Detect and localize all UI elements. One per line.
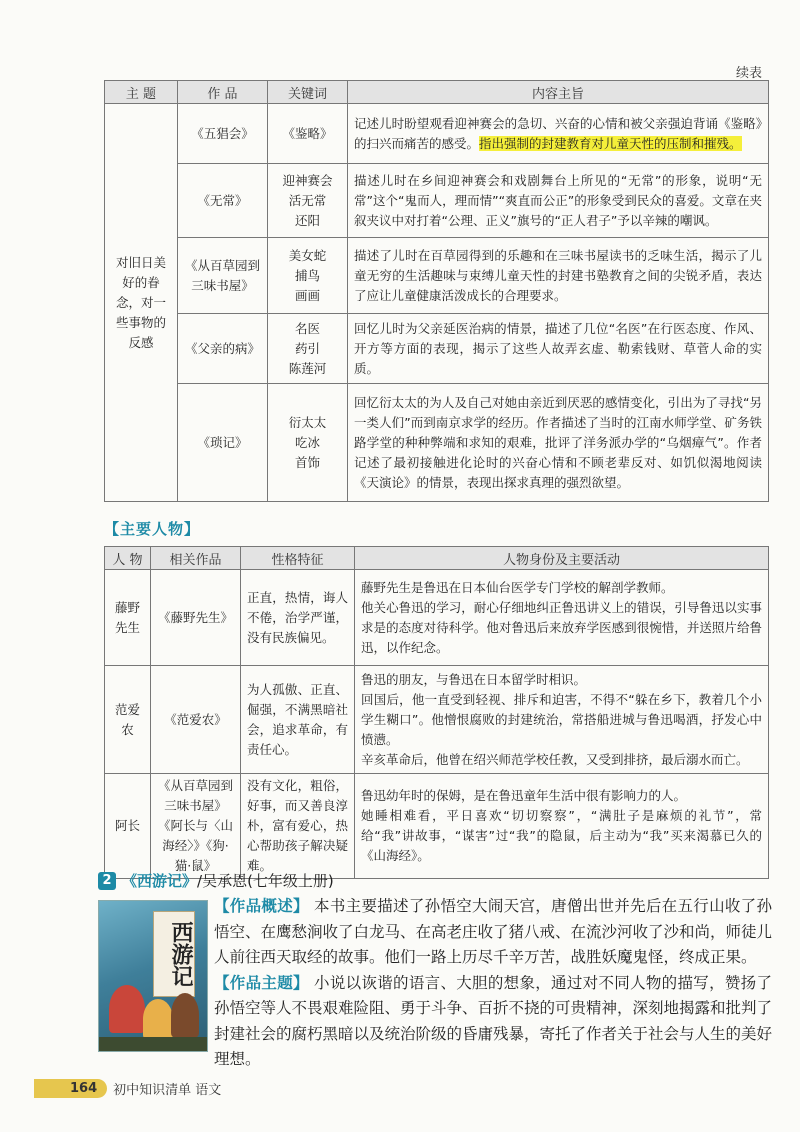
- col-header-traits: 性格特征: [241, 547, 355, 570]
- character-name: 阿长: [105, 774, 151, 879]
- col-header-related-work: 相关作品: [151, 547, 241, 570]
- characters-table: [104, 546, 769, 879]
- keywords-cell: [268, 314, 348, 384]
- related-work: 《藤野先生》: [151, 570, 241, 666]
- traits: 正直，热情，诲人不倦，治学严谨，没有民族偏见。: [241, 570, 355, 666]
- work-cell: 《五猖会》: [178, 104, 268, 164]
- book-number-badge: 2: [98, 872, 116, 890]
- activity-line: 回国后，他一直受到轻视、排斥和迫害，不得不“躲在乡下，教着几个小学生糊口”。他憎恨腐败的封建统治，常搭船进城与鲁迅喝酒，抒发心中愤懑。: [361, 691, 762, 747]
- table-row: [105, 570, 769, 666]
- character-name: 范爱农: [105, 666, 151, 774]
- activity-line: 辛亥革命后，他曾在绍兴师范学校任教，又受到排挤，最后溺水而亡。: [361, 751, 749, 767]
- table-row: [105, 164, 769, 238]
- col-header-activities: 人物身份及主要活动: [355, 547, 769, 570]
- cover-figure: [171, 993, 199, 1037]
- keyword: 名医: [294, 320, 320, 336]
- work-cell: 《琐记》: [178, 384, 268, 502]
- traits: 没有文化，粗俗，好事，而又善良淳朴，富有爱心，热心帮助孩子解决疑难。: [241, 774, 355, 879]
- book-summary: [214, 894, 772, 1073]
- related-work: 《范爱农》: [151, 666, 241, 774]
- works-table: [104, 80, 769, 502]
- work-cell: 《从百草园到三味书屋》: [178, 238, 268, 314]
- content-cell: 回忆衍太太的为人及自己对她由亲近到厌恶的感情变化，引出为了寻找“另一类人们”而到南京求学的经历。作者描述了当时的江南水师学堂、矿务铁路学堂的种种弊端和求知的艰难，批评了洋务派办学的“乌烟瘴气”。作者记述了最初接触进化论时的兴奋心情和不顾老辈反对、如饥似渴地阅读《天演论》的情景，表现出探求真理的强烈欲望。: [348, 384, 769, 502]
- keyword: 捕鸟: [294, 267, 320, 283]
- character-name: 藤野先生: [105, 570, 151, 666]
- cover-ground: [99, 1037, 207, 1051]
- highlighted-text: 指出强制的封建教育对儿童天性的压制和摧残。: [479, 135, 742, 151]
- content-cell: 描述儿时在乡间迎神赛会和戏剧舞台上所见的“无常”的形象，说明“无常”这个“鬼而人，理而情”“爽直而公正”的形象受到民众的喜爱。文章在夹叙夹议中对打着“公理、正义”旗号的“正人君子”予以辛辣的嘲讽。: [348, 164, 769, 238]
- book-cover-image: [98, 900, 208, 1052]
- table-row: [105, 666, 769, 774]
- activity-line: 她睡相难看，平日喜欢“切切察察”，“满肚子是麻烦的礼节”，常给“我”讲故事，“谋害”过“我”的隐鼠，后主动为“我”买来渴慕已久的《山海经》。: [361, 808, 762, 863]
- activities: [355, 570, 769, 666]
- table-row: [105, 384, 769, 502]
- traits: 为人孤傲、正直、倔强，不满黑暗社会，追求革命，有责任心。: [241, 666, 355, 774]
- related-work: 《从百草园到三味书屋》《阿长与〈山海经〉》《狗·猫·鼠》: [151, 774, 241, 879]
- table-row: [105, 104, 769, 164]
- overview-label: 【作品概述】: [214, 897, 309, 915]
- work-cell: 《无常》: [178, 164, 268, 238]
- overview-text: 本书主要描述了孙悟空大闹天宫，唐僧出世并先后在五行山收了孙悟空、在鹰愁涧收了白龙马、在高老庄收了猪八戒、在流沙河收了沙和尚，师徒儿人前往西天取经的故事。他们一路上历尽千辛万苦，战胜妖魔鬼怪，终成正果。: [214, 897, 773, 966]
- theme-cell: 对旧日美好的眷念，对一些事物的反感: [105, 104, 178, 502]
- activities: [355, 666, 769, 774]
- keyword: 活无常: [288, 192, 327, 208]
- keywords-cell: [268, 164, 348, 238]
- activity-line: 他关心鲁迅的学习，耐心仔细地纠正鲁迅讲义上的错误，引导鲁迅以实事求是的态度对待科学。他对鲁迅后来放弃学医感到很惋惜，并送照片给鲁迅，以作纪念。: [361, 599, 762, 655]
- page-footer: [34, 1079, 221, 1098]
- activity-line: 鲁迅幼年时的保姆，是在鲁迅童年生活中很有影响力的人。: [361, 788, 687, 803]
- activity-line: 藤野先生是鲁迅在日本仙台医学专门学校的解剖学教师。: [361, 579, 674, 595]
- content-text: 记述儿时盼望观看迎神赛会的急切、兴奋的心情和被父亲强迫背诵《鉴略》的扫兴而痛苦的感受。: [354, 115, 762, 151]
- keyword: 画画: [294, 287, 320, 303]
- book-heading: [98, 870, 334, 891]
- theme-label: 【作品主题】: [214, 973, 309, 992]
- keyword: 美女蛇: [288, 247, 327, 263]
- table-row: [105, 238, 769, 314]
- book-title: 《西游记》: [122, 872, 198, 890]
- col-header-keywords: 关键词: [268, 81, 348, 104]
- book-author-info: /吴承恩(七年级上册): [197, 872, 334, 890]
- col-header-name: 人 物: [105, 547, 151, 570]
- keyword: 衍太太: [288, 414, 327, 430]
- cover-title: 西游记: [153, 911, 195, 997]
- keywords-cell: [268, 104, 348, 164]
- keywords-cell: [268, 238, 348, 314]
- keyword: 药引: [294, 340, 320, 356]
- content-cell: [348, 104, 769, 164]
- cover-figure: [143, 999, 173, 1039]
- keyword: 首饰: [294, 454, 320, 470]
- keyword: 《鉴略》: [282, 125, 333, 141]
- table-row: [105, 774, 769, 879]
- continued-label: 续表: [735, 66, 762, 81]
- activity-line: 鲁迅的朋友，与鲁迅在日本留学时相识。: [361, 671, 587, 687]
- col-header-theme: 主 题: [105, 81, 178, 104]
- keyword: 迎神赛会: [282, 172, 333, 188]
- activities: [355, 774, 769, 879]
- content-cell: 回忆儿时为父亲延医治病的情景，描述了几位“名医”在行医态度、作风、开方等方面的表现，揭示了这些人故弄玄虚、勒索钱财、草菅人命的实质。: [348, 314, 769, 384]
- footer-book-name: 初中知识清单 语文: [113, 1083, 222, 1098]
- overview-paragraph: [214, 894, 772, 971]
- table-row: [105, 314, 769, 384]
- page-number: 164: [34, 1079, 107, 1098]
- keyword: 陈莲河: [288, 360, 327, 376]
- keywords-cell: [268, 384, 348, 502]
- theme-paragraph: [214, 971, 772, 1073]
- theme-text: 小说以诙谐的语言、大胆的想象，通过对不同人物的描写，赞扬了孙悟空等人不畏艰难险阻、勇于斗争、百折不挠的可贵精神，深刻地揭露和批判了封建社会的腐朽黑暗以及统治阶级的昏庸残暴，寄托了作者关于社会与人生的美好理想。: [214, 973, 773, 1068]
- work-cell: 《父亲的病》: [178, 314, 268, 384]
- content-cell: 描述了儿时在百草园得到的乐趣和在三味书屋读书的乏味生活，揭示了儿童无穷的生活趣味与束缚儿童天性的封建书塾教育之间的尖锐矛盾，表达了应让儿童健康活泼成长的合理要求。: [348, 238, 769, 314]
- keyword: 还阳: [294, 212, 320, 228]
- cover-figure: [109, 985, 145, 1033]
- col-header-work: 作 品: [178, 81, 268, 104]
- section-title-characters: 【主要人物】: [104, 520, 201, 538]
- keyword: 吃冰: [294, 434, 320, 450]
- col-header-content: 内容主旨: [348, 81, 769, 104]
